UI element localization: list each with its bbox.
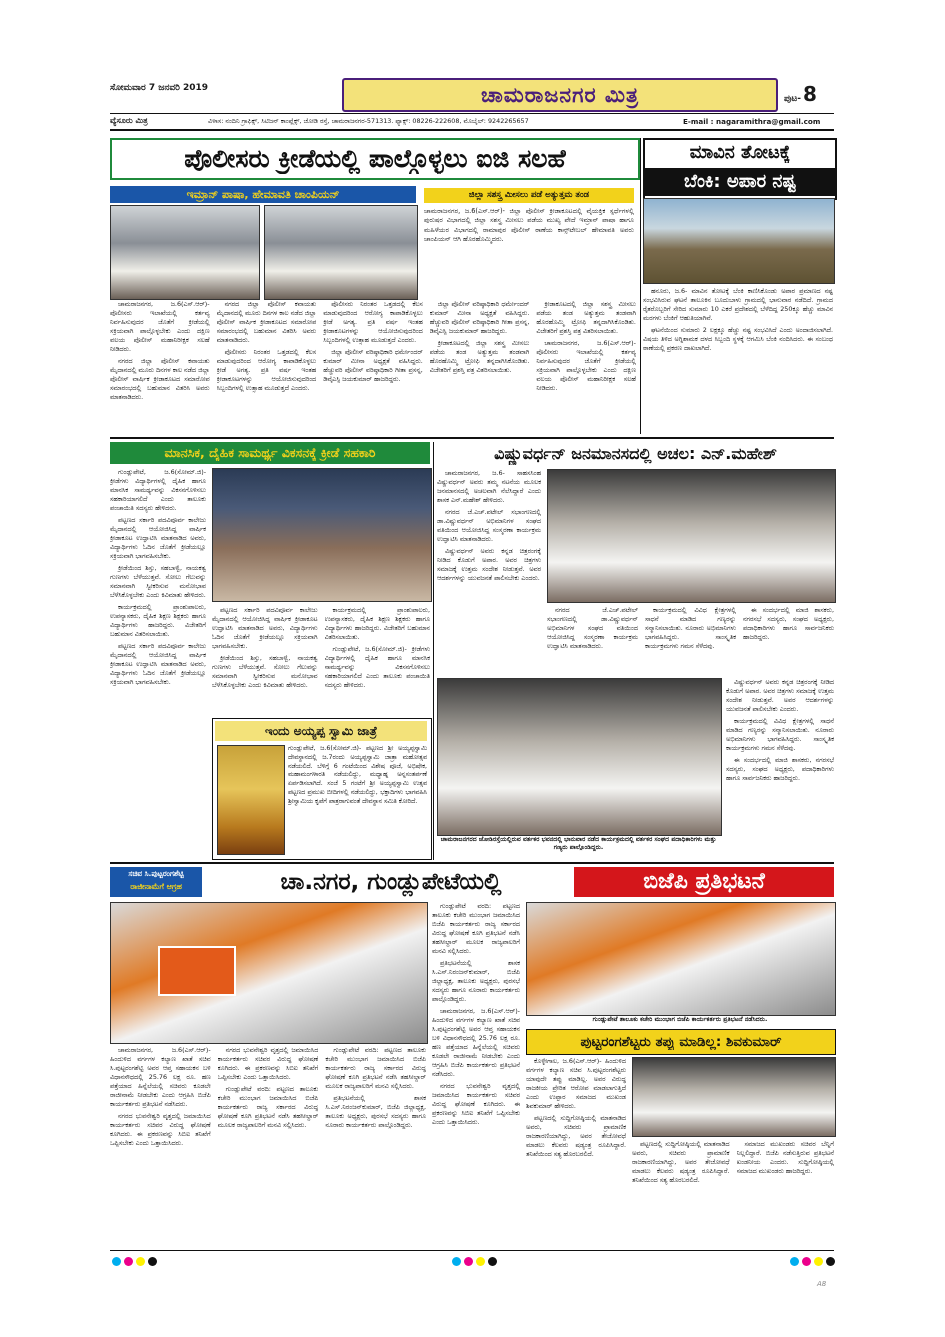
photo-vishnuvardhan-event <box>547 469 836 603</box>
story3-headline-box <box>110 442 430 464</box>
photo-trophy-1 <box>110 205 260 300</box>
story3-col: ಪಟ್ಟಣದ ಸರ್ಕಾರಿ ಪದವಿಪೂರ್ವ ಕಾಲೇಜು ಮೈದಾನದಲ್ಲಿ ಆಯೋಜಿಸಿದ್ದ ವಾರ್ಷಿಕ ಕ್ರೀಡಾಕೂಟ ಉದ್ಘಾಟಿಸಿ ಮಾತನಾಡಿದ ಅವರು, ವಿದ್ಯಾರ್ಥಿಗಳು ಓದಿನ ಜೊತೆಗೆ ಕ್ರೀಡೆಯಲ್ಲೂ ಸಕ್ರಿಯವಾಗಿ ಭಾಗವಹಿಸಬೇಕು. ಕ್ರೀಡೆಯಿಂದ ಶಿಸ್ತು, ಸಹಬಾಳ್ವೆ, ನಾಯಕತ್ವ ಗುಣಗಳು ಬೆಳೆಯುತ್ತವೆ. ಸೋಲು ಗೆಲುವನ್ನು ಸಮಾನವಾಗಿ ಸ್ವೀಕರಿಸುವ ಮನೋಭಾವ ಬೆಳೆಸಿಕೊಳ್ಳಬೇಕು ಎಂದು ಕಿವಿಮಾತು ಹೇಳಿದರು. <box>212 606 318 689</box>
page-number-box <box>784 82 817 106</box>
page-label: ಪುಟ- <box>784 94 801 104</box>
registration-mark <box>464 1257 473 1266</box>
masthead-imprint: ವಿಳಾಸ: ನಂದಿನಿ ಗ್ರಾಫಿಕ್ಸ್, ಸಿಟಿಜನ್ ಕಾಂಪ್ಲೆಕ್ಸ್, ಜೋಡಿ ರಸ್ತೆ, ಚಾಮರಾಜನಗರ-571313. ಫ್ಯಾಕ್ಸ್: 08226-222608, ಮೊಬೈಲ್: 9242265657 <box>208 117 529 125</box>
photo-burnt-mango-farm <box>643 198 835 284</box>
story5-headline: ಇಂದು ಅಯ್ಯಪ್ಪ ಸ್ವಾಮಿ ಜಾತ್ರೆ <box>215 721 427 741</box>
story4-col: ಚಾಮರಾಜನಗರ, ಜ.6- ಸಾಹಸಸಿಂಹ ವಿಷ್ಣುವರ್ಧನ್ ಅವರು ತಮ್ಮ ನಟನೆಯ ಮೂಲಕ ಜನಮಾನಸದಲ್ಲಿ ಅಚಲವಾಗಿ ನೆಲೆಸಿದ್ದಾರೆ ಎಂದು ಶಾಸಕ ಎನ್.ಮಹೇಶ್ ಹೇಳಿದರು. ನಗರದ ಜೆ.ಎಚ್.ಪಟೇಲ್ ಸಭಾಂಗಣದಲ್ಲಿ ಡಾ.ವಿಷ್ಣುವರ್ಧನ್ ಅಭಿಮಾನಿಗಳ ಸಂಘದ ವತಿಯಿಂದ ಆಯೋಜಿಸಿದ್ದ ಸಂಸ್ಮರಣಾ ಕಾರ್ಯಕ್ರಮ ಉದ್ಘಾಟಿಸಿ ಮಾತನಾಡಿದರು. ವಿಷ್ಣುವರ್ಧನ್ ಅವರು ಕನ್ನಡ ಚಿತ್ರರಂಗಕ್ಕೆ ನೀಡಿದ ಕೊಡುಗೆ ಅಪಾರ. ಅವರ ಚಿತ್ರಗಳು ಸಮಾಜಕ್ಕೆ ಉತ್ತಮ ಸಂದೇಶ ನೀಡುತ್ತವೆ. ಅವರ ಆದರ್ಶಗಳನ್ನು ಯುವಜನತೆ ಪಾಲಿಸಬೇಕು ಎಂದರು. <box>437 469 541 582</box>
registration-mark <box>452 1257 461 1266</box>
story3-body-left <box>110 468 206 858</box>
story2-body <box>643 287 833 433</box>
story7-col: ಪಟ್ಟಣದಲ್ಲಿ ಸುದ್ದಿಗೋಷ್ಠಿಯಲ್ಲಿ ಮಾತನಾಡಿದ ಅವರು, ಸಚಿವರು ಪ್ರಾಮಾಣಿಕ ರಾಜಕಾರಣಿಯಾಗಿದ್ದು, ಅವರ ತೇಜೋವಧೆ ಮಾಡಲು ಕೆಲವರು ಷಡ್ಯಂತ್ರ ರೂಪಿಸಿದ್ದಾರೆ. ತನಿಖೆಯಿಂದ ಸತ್ಯ ಹೊರಬರಲಿದೆ. <box>632 1140 730 1184</box>
story5-box <box>212 718 432 860</box>
story6-headline-part1: ಚಾ.ನಗರ, ಗುಂಡ್ಲುಪೇಟೆಯಲ್ಲಿ <box>280 869 502 895</box>
story1-col: ಕ್ರೀಡಾಕೂಟದಲ್ಲಿ ಜಿಲ್ಲಾ ಸಶಸ್ತ್ರ ಮೀಸಲು ಪಡೆಯ ತಂಡ ಅತ್ಯುತ್ತಮ ತಂಡವಾಗಿ ಹೊರಹೊಮ್ಮಿ ಟ್ರೋಫಿ ತನ್ನದಾಗಿಸಿಕೊಂಡಿತು. ವಿಜೇತರಿಗೆ ಪ್ರಶಸ್ತಿ ಪತ್ರ ವಿತರಿಸಲಾಯಿತು. ಚಾಮರಾಜನಗರ, ಜ.6(ಎಸ್.ಆರ್)- ಪೊಲೀಸರು ಇಲಾಖೆಯಲ್ಲಿ ಕರ್ತವ್ಯ ನಿರ್ವಹಿಸುವುದರ ಜೊತೆಗೆ ಕ್ರೀಡೆಯಲ್ಲಿ ಸಕ್ರಿಯವಾಗಿ ಪಾಲ್ಗೊಳ್ಳಬೇಕು ಎಂದು ದಕ್ಷಿಣ ವಲಯ ಪೊಲೀಸ್ ಮಹಾನಿರೀಕ್ಷಕ ಸಲಹೆ ನೀಡಿದರು. <box>536 300 636 392</box>
story6-col: ನಗರದ ಭುವನೇಶ್ವರಿ ವೃತ್ತದಲ್ಲಿ ಜಮಾಯಿಸಿದ ಕಾರ್ಯಕರ್ತರು ಸಚಿವರ ವಿರುದ್ಧ ಘೋಷಣೆ ಕೂಗಿದರು. ಈ ಪ್ರಕರಣವನ್ನು ಸಿಬಿಐ ತನಿಖೆಗೆ ಒಪ್ಪಿಸಬೇಕು ಎಂದು ಒತ್ತಾಯಿಸಿದರು. ಗುಂಡ್ಲುಪೇಟೆ ವರದಿ: ಪಟ್ಟಣದ ತಾಲೂಕು ಕಚೇರಿ ಮುಂಭಾಗ ಜಮಾಯಿಸಿದ ಬಿಜೆಪಿ ಕಾರ್ಯಕರ್ತರು ರಾಜ್ಯ ಸರ್ಕಾರದ ವಿರುದ್ಧ ಘೋಷಣೆ ಕೂಗಿ ಪ್ರತಿಭಟನೆ ನಡೆಸಿ ತಹಸೀಲ್ದಾರ್ ಮೂಲಕ ರಾಜ್ಯಪಾಲರಿಗೆ ಮನವಿ ಸಲ್ಲಿಸಿದರು. <box>217 1046 319 1129</box>
story1-headline: ಪೊಲೀಸರು ಕ್ರೀಡೆಯಲ್ಲಿ ಪಾಲ್ಗೊಳ್ಳಲು ಐಜಿ ಸಲಹೆ <box>184 144 566 173</box>
story1-col: ಪೊಲೀಸರು ನಿರಂತರ ಒತ್ತಡದಲ್ಲಿ ಕೆಲಸ ಮಾಡುವುದರಿಂದ ಆರೋಗ್ಯ ಕಾಪಾಡಿಕೊಳ್ಳಲು ಕ್ರೀಡೆ ಅಗತ್ಯ. ಪ್ರತಿ ವರ್ಷ ಇಂತಹ ಕ್ರೀಡಾಕೂಟಗಳನ್ನು ಆಯೋಜಿಸುವುದರಿಂದ ಸಿಬ್ಬಂದಿಗಳಲ್ಲಿ ಉತ್ಸಾಹ ಮೂಡುತ್ತದೆ ಎಂದರು. ಜಿಲ್ಲಾ ಪೊಲೀಸ್ ವರಿಷ್ಠಾಧಿಕಾರಿ ಧರ್ಮೇಂದರ್ ಕುಮಾರ್ ಮೀನಾ ಅಧ್ಯಕ್ಷತೆ ವಹಿಸಿದ್ದರು. ಹೆಚ್ಚುವರಿ ಪೊಲೀಸ್ ವರಿಷ್ಠಾಧಿಕಾರಿ ಗೀತಾ ಪ್ರಸನ್ನ, ಡಿವೈಎಸ್ಪಿ ಜಯಕುಮಾರ್ ಹಾಜರಿದ್ದರು. <box>323 300 423 383</box>
registration-mark <box>112 1257 121 1266</box>
story4-col: ನಗರದ ಜೆ.ಎಚ್.ಪಟೇಲ್ ಸಭಾಂಗಣದಲ್ಲಿ ಡಾ.ವಿಷ್ಣುವರ್ಧನ್ ಅಭಿಮಾನಿಗಳ ಸಂಘದ ವತಿಯಿಂದ ಆಯೋಜಿಸಿದ್ದ ಸಂಸ್ಮರಣಾ ಕಾರ್ಯಕ್ರಮ ಉದ್ಘಾಟಿಸಿ ಮಾತನಾಡಿದರು. <box>547 606 638 650</box>
photo-gundlupet-protest <box>526 902 836 1016</box>
story1-lede: ಚಾಮರಾಜನಗರ, ಜ.6(ಎಸ್.ಆರ್)- ಜಿಲ್ಲಾ ಪೊಲೀಸ್ ಕ್ರೀಡಾಕೂಟದಲ್ಲಿ ವೈಯಕ್ತಿಕ ಸ್ಪರ್ಧೆಗಳಲ್ಲಿ ಪುರುಷರ ವಿಭಾಗದಲ್ಲಿ ಜಿಲ್ಲಾ ಸಶಸ್ತ್ರ ಮೀಸಲು ಪಡೆಯ ಮುಖ್ಯ ಪೇದೆ ಇಮ್ರಾನ್ ಪಾಷಾ ಹಾಗೂ ಮಹಿಳೆಯರ ವಿಭಾಗದಲ್ಲಿ ರಾಮಾಪುರ ಪೊಲೀಸ್ ಠಾಣೆಯ ಕಾನ್ಸ್‌ಟೇಬಲ್ ಹೇಮಾವತಿ ಅವರು ಚಾಂಪಿಯನ್ ಆಗಿ ಹೊರಹೊಮ್ಮಿದರು. <box>424 207 634 244</box>
registration-mark <box>790 1257 799 1266</box>
registration-mark <box>476 1257 485 1266</box>
story6-headline-part2: ಬಿಜೆಪಿ ಪ್ರತಿಭಟನೆ <box>574 867 834 897</box>
photo-school-sports-meet <box>212 468 432 602</box>
story1-col: ನಗರದ ಜಿಲ್ಲಾ ಪೊಲೀಸ್ ಕವಾಯತು ಮೈದಾನದಲ್ಲಿ ಮೂರು ದಿನಗಳ ಕಾಲ ನಡೆದ ಜಿಲ್ಲಾ ಪೊಲೀಸ್ ವಾರ್ಷಿಕ ಕ್ರೀಡಾಕೂಟದ ಸಮಾರೋಪ ಸಮಾರಂಭದಲ್ಲಿ ಬಹುಮಾನ ವಿತರಿಸಿ ಅವರು ಮಾತನಾಡಿದರು. ಪೊಲೀಸರು ನಿರಂತರ ಒತ್ತಡದಲ್ಲಿ ಕೆಲಸ ಮಾಡುವುದರಿಂದ ಆರೋಗ್ಯ ಕಾಪಾಡಿಕೊಳ್ಳಲು ಕ್ರೀಡೆ ಅಗತ್ಯ. ಪ್ರತಿ ವರ್ಷ ಇಂತಹ ಕ್ರೀಡಾಕೂಟಗಳನ್ನು ಆಯೋಜಿಸುವುದರಿಂದ ಸಿಬ್ಬಂದಿಗಳಲ್ಲಿ ಉತ್ಸಾಹ ಮೂಡುತ್ತದೆ ಎಂದರು. <box>216 300 317 392</box>
story3-col: ಕಾರ್ಯಕ್ರಮದಲ್ಲಿ ಪ್ರಾಂಶುಪಾಲರು, ಉಪನ್ಯಾಸಕರು, ದೈಹಿಕ ಶಿಕ್ಷಣ ಶಿಕ್ಷಕರು ಹಾಗೂ ವಿದ್ಯಾರ್ಥಿಗಳು ಹಾಜರಿದ್ದರು. ವಿಜೇತರಿಗೆ ಬಹುಮಾನ ವಿತರಿಸಲಾಯಿತು. ಗುಂಡ್ಲುಪೇಟೆ, ಜ.6(ಸೋಮ್.ಜಿ)- ಕ್ರೀಡೆಗಳು ವಿದ್ಯಾರ್ಥಿಗಳಲ್ಲಿ ದೈಹಿಕ ಹಾಗೂ ಮಾನಸಿಕ ಸಾಮರ್ಥ್ಯವನ್ನು ವಿಕಸನಗೊಳಿಸಲು ಸಹಕಾರಿಯಾಗಲಿದೆ ಎಂದು ತಾಲೂಕು ಪಂಚಾಯಿತಿ ಸದಸ್ಯರು ಹೇಳಿದರು. <box>324 606 430 689</box>
story6-col: ಗುಂಡ್ಲುಪೇಟೆ ವರದಿ: ಪಟ್ಟಣದ ತಾಲೂಕು ಕಚೇರಿ ಮುಂಭಾಗ ಜಮಾಯಿಸಿದ ಬಿಜೆಪಿ ಕಾರ್ಯಕರ್ತರು ರಾಜ್ಯ ಸರ್ಕಾರದ ವಿರುದ್ಧ ಘೋಷಣೆ ಕೂಗಿ ಪ್ರತಿಭಟನೆ ನಡೆಸಿ ತಹಸೀಲ್ದಾರ್ ಮೂಲಕ ರಾಜ್ಯಪಾಲರಿಗೆ ಮನವಿ ಸಲ್ಲಿಸಿದರು. ಪ್ರತಿಭಟನೆಯಲ್ಲಿ ಶಾಸಕ ಸಿ.ಎಸ್.ನಿರಂಜನ್‌ಕುಮಾರ್, ಬಿಜೆಪಿ ಜಿಲ್ಲಾಧ್ಯಕ್ಷ, ತಾಲೂಕು ಅಧ್ಯಕ್ಷರು, ಪುರಸಭೆ ಸದಸ್ಯರು ಹಾಗೂ ನೂರಾರು ಕಾರ್ಯಕರ್ತರು ಪಾಲ್ಗೊಂಡಿದ್ದರು. <box>325 1046 427 1129</box>
registration-mark <box>136 1257 145 1266</box>
story6-kicker-line1: ಸಚಿವ ಸಿ.ಪುಟ್ಟರಂಗಶೆಟ್ಟಿ <box>128 869 184 878</box>
story7-body-right <box>632 1140 834 1246</box>
registration-mark <box>814 1257 823 1266</box>
story7-headline-box <box>526 1029 836 1055</box>
masthead-title-text: ಚಾಮರಾಜನಗರ ಮಿತ್ರ <box>481 82 639 107</box>
registration-mark <box>148 1257 157 1266</box>
story4-col: ವಿಷ್ಣುವರ್ಧನ್ ಅವರು ಕನ್ನಡ ಚಿತ್ರರಂಗಕ್ಕೆ ನೀಡಿದ ಕೊಡುಗೆ ಅಪಾರ. ಅವರ ಚಿತ್ರಗಳು ಸಮಾಜಕ್ಕೆ ಉತ್ತಮ ಸಂದೇಶ ನೀಡುತ್ತವೆ. ಅವರ ಆದರ್ಶಗಳನ್ನು ಯುವಜನತೆ ಪಾಲಿಸಬೇಕು ಎಂದರು. ಕಾರ್ಯಕ್ರಮದಲ್ಲಿ ವಿವಿಧ ಕ್ಷೇತ್ರಗಳಲ್ಲಿ ಸಾಧನೆ ಮಾಡಿದ ಗಣ್ಯರನ್ನು ಸನ್ಮಾನಿಸಲಾಯಿತು. ನೂರಾರು ಅಭಿಮಾನಿಗಳು ಭಾಗವಹಿಸಿದ್ದರು. ಸಾಂಸ್ಕೃತಿಕ ಕಾರ್ಯಕ್ರಮಗಳು ಗಮನ ಸೆಳೆದವು. ಈ ಸಂದರ್ಭದಲ್ಲಿ ಮಾಜಿ ಶಾಸಕರು, ನಗರಸಭೆ ಸದಸ್ಯರು, ಸಂಘದ ಅಧ್ಯಕ್ಷರು, ಪದಾಧಿಕಾರಿಗಳು ಹಾಗೂ ಸಾರ್ವಜನಿಕರು ಹಾಜರಿದ್ದರು. <box>726 678 834 782</box>
masthead-section: ವ್ಯೆಸೂರು ಮಿತ್ರ <box>110 116 148 125</box>
story2-headline-line2: ಬೆಂಕಿ: ಅಪಾರ ನಷ್ಟ <box>645 168 835 196</box>
story4-col: ಈ ಸಂದರ್ಭದಲ್ಲಿ ಮಾಜಿ ಶಾಸಕರು, ನಗರಸಭೆ ಸದಸ್ಯರು, ಸಂಘದ ಅಧ್ಯಕ್ಷರು, ಪದಾಧಿಕಾರಿಗಳು ಹಾಗೂ ಸಾರ್ವಜನಿಕರು ಹಾಜರಿದ್ದರು. <box>743 606 834 641</box>
story7-headline: ಪುಟ್ಟರಂಗಶೆಟ್ಟರು ತಪ್ಪು ಮಾಡಿಲ್ಲ: ಶಿವಕುಮಾರ್ <box>580 1034 782 1050</box>
photo-trophy-2 <box>264 205 418 300</box>
footer-page-mark: A8 <box>817 1280 827 1288</box>
story7-body-left <box>526 1057 626 1246</box>
registration-mark <box>826 1257 835 1266</box>
masthead-title <box>342 78 778 112</box>
protest-banner <box>158 946 236 996</box>
registration-mark <box>124 1257 133 1266</box>
story1-subhead: ಜಿಲ್ಲಾ ಸಶಸ್ತ್ರ ಮೀಸಲು ಪಡೆ ಅತ್ಯುತ್ತಮ ತಂಡ <box>424 188 634 203</box>
masthead-date: ಸೋಮವಾರ 7 ಜನವರಿ 2019 <box>110 83 209 93</box>
story4-body-mid <box>547 606 834 674</box>
page-number: 8 <box>802 82 817 106</box>
photo-traders-association <box>437 678 722 836</box>
story4-caption: ಚಾಮರಾಜನಗರದ ಜೋಡಿರಸ್ತೆಯಲ್ಲಿರುವ ವರ್ತಕರ ಭವನದಲ್ಲಿ ಭಾನುವಾರ ನಡೆದ ಕಾರ್ಯಕ್ರಮದಲ್ಲಿ ವರ್ತಕರ ಸಂಘದ ಪದಾಧಿಕಾರಿಗಳು ಮತ್ತು ಗಣ್ಯರು ಪಾಲ್ಗೊಂಡಿದ್ದರು. <box>440 836 717 851</box>
story1-body <box>110 300 636 433</box>
registration-mark <box>802 1257 811 1266</box>
story6-body <box>110 1046 426 1246</box>
story6-col: ಗುಂಡ್ಲುಪೇಟೆ ವರದಿ: ಪಟ್ಟಣದ ತಾಲೂಕು ಕಚೇರಿ ಮುಂಭಾಗ ಜಮಾಯಿಸಿದ ಬಿಜೆಪಿ ಕಾರ್ಯಕರ್ತರು ರಾಜ್ಯ ಸರ್ಕಾರದ ವಿರುದ್ಧ ಘೋಷಣೆ ಕೂಗಿ ಪ್ರತಿಭಟನೆ ನಡೆಸಿ ತಹಸೀಲ್ದಾರ್ ಮೂಲಕ ರಾಜ್ಯಪಾಲರಿಗೆ ಮನವಿ ಸಲ್ಲಿಸಿದರು. ಪ್ರತಿಭಟನೆಯಲ್ಲಿ ಶಾಸಕ ಸಿ.ಎಸ್.ನಿರಂಜನ್‌ಕುಮಾರ್, ಬಿಜೆಪಿ ಜಿಲ್ಲಾಧ್ಯಕ್ಷ, ತಾಲೂಕು ಅಧ್ಯಕ್ಷರು, ಪುರಸಭೆ ಸದಸ್ಯರು ಹಾಗೂ ನೂರಾರು ಕಾರ್ಯಕರ್ತರು ಪಾಲ್ಗೊಂಡಿದ್ದರು. ಚಾಮರಾಜನಗರ, ಜ.6(ಎಸ್.ಆರ್)- ಹಿಂದುಳಿದ ವರ್ಗಗಳ ಕಲ್ಯಾಣ ಖಾತೆ ಸಚಿವ ಸಿ.ಪುಟ್ಟರಂಗಶೆಟ್ಟಿ ಅವರ ಆಪ್ತ ಸಹಾಯಕನ ಬಳಿ ವಿಧಾನಸೌಧದಲ್ಲಿ 25.76 ಲಕ್ಷ ರೂ. ಹಣ ಪತ್ತೆಯಾದ ಹಿನ್ನೆಲೆಯಲ್ಲಿ ಸಚಿವರು ಕೂಡಲೇ ರಾಜೀನಾಮೆ ನೀಡಬೇಕು ಎಂದು ಆಗ್ರಹಿಸಿ ಬಿಜೆಪಿ ಕಾರ್ಯಕರ್ತರು ಪ್ರತಿಭಟನೆ ನಡೆಸಿದರು. ನಗರದ ಭುವನೇಶ್ವರಿ ವೃತ್ತದಲ್ಲಿ ಜಮಾಯಿಸಿದ ಕಾರ್ಯಕರ್ತರು ಸಚಿವರ ವಿರುದ್ಧ ಘೋಷಣೆ ಕೂಗಿದರು. ಈ ಪ್ರಕರಣವನ್ನು ಸಿಬಿಐ ತನಿಖೆಗೆ ಒಪ್ಪಿಸಬೇಕು ಎಂದು ಒತ್ತಾಯಿಸಿದರು. <box>432 902 520 1126</box>
story6-col: ಚಾಮರಾಜನಗರ, ಜ.6(ಎಸ್.ಆರ್)- ಹಿಂದುಳಿದ ವರ್ಗಗಳ ಕಲ್ಯಾಣ ಖಾತೆ ಸಚಿವ ಸಿ.ಪುಟ್ಟರಂಗಶೆಟ್ಟಿ ಅವರ ಆಪ್ತ ಸಹಾಯಕನ ಬಳಿ ವಿಧಾನಸೌಧದಲ್ಲಿ 25.76 ಲಕ್ಷ ರೂ. ಹಣ ಪತ್ತೆಯಾದ ಹಿನ್ನೆಲೆಯಲ್ಲಿ ಸಚಿವರು ಕೂಡಲೇ ರಾಜೀನಾಮೆ ನೀಡಬೇಕು ಎಂದು ಆಗ್ರಹಿಸಿ ಬಿಜೆಪಿ ಕಾರ್ಯಕರ್ತರು ಪ್ರತಿಭಟನೆ ನಡೆಸಿದರು. ನಗರದ ಭುವನೇಶ್ವರಿ ವೃತ್ತದಲ್ಲಿ ಜಮಾಯಿಸಿದ ಕಾರ್ಯಕರ್ತರು ಸಚಿವರ ವಿರುದ್ಧ ಘೋಷಣೆ ಕೂಗಿದರು. ಈ ಪ್ರಕರಣವನ್ನು ಸಿಬಿಐ ತನಿಖೆಗೆ ಒಪ್ಪಿಸಬೇಕು ಎಂದು ಒತ್ತಾಯಿಸಿದರು. <box>110 1046 211 1147</box>
story4-body-right <box>726 678 834 860</box>
story4-body-left <box>437 469 541 675</box>
story1-col: ಚಾಮರಾಜನಗರ, ಜ.6(ಎಸ್.ಆರ್)- ಪೊಲೀಸರು ಇಲಾಖೆಯಲ್ಲಿ ಕರ್ತವ್ಯ ನಿರ್ವಹಿಸುವುದರ ಜೊತೆಗೆ ಕ್ರೀಡೆಯಲ್ಲಿ ಸಕ್ರಿಯವಾಗಿ ಪಾಲ್ಗೊಳ್ಳಬೇಕು ಎಂದು ದಕ್ಷಿಣ ವಲಯ ಪೊಲೀಸ್ ಮಹಾನಿರೀಕ್ಷಕ ಸಲಹೆ ನೀಡಿದರು. ನಗರದ ಜಿಲ್ಲಾ ಪೊಲೀಸ್ ಕವಾಯತು ಮೈದಾನದಲ್ಲಿ ಮೂರು ದಿನಗಳ ಕಾಲ ನಡೆದ ಜಿಲ್ಲಾ ಪೊಲೀಸ್ ವಾರ್ಷಿಕ ಕ್ರೀಡಾಕೂಟದ ಸಮಾರೋಪ ಸಮಾರಂಭದಲ್ಲಿ ಬಹುಮಾನ ವಿತರಿಸಿ ಅವರು ಮಾತನಾಡಿದರು. <box>110 300 210 401</box>
photo-ayyappa-idol <box>217 745 285 855</box>
story3-body-right <box>212 606 430 714</box>
champion-banner: ಇಮ್ರಾನ್ ಪಾಷಾ, ಹೇಮಾವತಿ ಚಾಂಪಿಯನ್ <box>110 186 416 203</box>
photo-press-meet <box>632 1057 836 1137</box>
story1-col: ಜಿಲ್ಲಾ ಪೊಲೀಸ್ ವರಿಷ್ಠಾಧಿಕಾರಿ ಧರ್ಮೇಂದರ್ ಕುಮಾರ್ ಮೀನಾ ಅಧ್ಯಕ್ಷತೆ ವಹಿಸಿದ್ದರು. ಹೆಚ್ಚುವರಿ ಪೊಲೀಸ್ ವರಿಷ್ಠಾಧಿಕಾರಿ ಗೀತಾ ಪ್ರಸನ್ನ, ಡಿವೈಎಸ್ಪಿ ಜಯಕುಮಾರ್ ಹಾಜರಿದ್ದರು. ಕ್ರೀಡಾಕೂಟದಲ್ಲಿ ಜಿಲ್ಲಾ ಸಶಸ್ತ್ರ ಮೀಸಲು ಪಡೆಯ ತಂಡ ಅತ್ಯುತ್ತಮ ತಂಡವಾಗಿ ಹೊರಹೊಮ್ಮಿ ಟ್ರೋಫಿ ತನ್ನದಾಗಿಸಿಕೊಂಡಿತು. ವಿಜೇತರಿಗೆ ಪ್ರಶಸ್ತಿ ಪತ್ರ ವಿತರಿಸಲಾಯಿತು. <box>429 300 530 374</box>
masthead-email[interactable]: E-mail : nagaramithra@gmail.com <box>683 117 821 126</box>
story3-headline: ಮಾನಸಿಕ, ದೈಹಿಕ ಸಾಮರ್ಥ್ಯ ವಿಕಸನಕ್ಕೆ ಕ್ರೀಡೆ ಸಹಕಾರಿ <box>164 445 376 460</box>
story6-kicker-line2: ರಾಜೀನಾಮೆಗೆ ಆಗ್ರಹ <box>130 882 182 891</box>
story3-col: ಗುಂಡ್ಲುಪೇಟೆ, ಜ.6(ಸೋಮ್.ಜಿ)- ಕ್ರೀಡೆಗಳು ವಿದ್ಯಾರ್ಥಿಗಳಲ್ಲಿ ದೈಹಿಕ ಹಾಗೂ ಮಾನಸಿಕ ಸಾಮರ್ಥ್ಯವನ್ನು ವಿಕಸನಗೊಳಿಸಲು ಸಹಕಾರಿಯಾಗಲಿದೆ ಎಂದು ತಾಲೂಕು ಪಂಚಾಯಿತಿ ಸದಸ್ಯರು ಹೇಳಿದರು. ಪಟ್ಟಣದ ಸರ್ಕಾರಿ ಪದವಿಪೂರ್ವ ಕಾಲೇಜು ಮೈದಾನದಲ್ಲಿ ಆಯೋಜಿಸಿದ್ದ ವಾರ್ಷಿಕ ಕ್ರೀಡಾಕೂಟ ಉದ್ಘಾಟಿಸಿ ಮಾತನಾಡಿದ ಅವರು, ವಿದ್ಯಾರ್ಥಿಗಳು ಓದಿನ ಜೊತೆಗೆ ಕ್ರೀಡೆಯಲ್ಲೂ ಸಕ್ರಿಯವಾಗಿ ಭಾಗವಹಿಸಬೇಕು. ಕ್ರೀಡೆಯಿಂದ ಶಿಸ್ತು, ಸಹಬಾಳ್ವೆ, ನಾಯಕತ್ವ ಗುಣಗಳು ಬೆಳೆಯುತ್ತವೆ. ಸೋಲು ಗೆಲುವನ್ನು ಸಮಾನವಾಗಿ ಸ್ವೀಕರಿಸುವ ಮನೋಭಾವ ಬೆಳೆಸಿಕೊಳ್ಳಬೇಕು ಎಂದು ಕಿವಿಮಾತು ಹೇಳಿದರು. ಕಾರ್ಯಕ್ರಮದಲ್ಲಿ ಪ್ರಾಂಶುಪಾಲರು, ಉಪನ್ಯಾಸಕರು, ದೈಹಿಕ ಶಿಕ್ಷಣ ಶಿಕ್ಷಕರು ಹಾಗೂ ವಿದ್ಯಾರ್ಥಿಗಳು ಹಾಜರಿದ್ದರು. ವಿಜೇತರಿಗೆ ಬಹುಮಾನ ವಿತರಿಸಲಾಯಿತು. ಪಟ್ಟಣದ ಸರ್ಕಾರಿ ಪದವಿಪೂರ್ವ ಕಾಲೇಜು ಮೈದಾನದಲ್ಲಿ ಆಯೋಜಿಸಿದ್ದ ವಾರ್ಷಿಕ ಕ್ರೀಡಾಕೂಟ ಉದ್ಘಾಟಿಸಿ ಮಾತನಾಡಿದ ಅವರು, ವಿದ್ಯಾರ್ಥಿಗಳು ಓದಿನ ಜೊತೆಗೆ ಕ್ರೀಡೆಯಲ್ಲೂ ಸಕ್ರಿಯವಾಗಿ ಭಾಗವಹಿಸಬೇಕು. <box>110 468 206 686</box>
story2-col: ಹನೂರು, ಜ.6- ಮಾವಿನ ತೋಟಕ್ಕೆ ಬೆಂಕಿ ಕಾಣಿಸಿಕೊಂಡು ಅಪಾರ ಪ್ರಮಾಣದ ನಷ್ಟ ಸಂಭವಿಸಿರುವ ಘಟನೆ ತಾಲೂಕಿನ ಬೂದುಬಾಳು ಗ್ರಾಮದಲ್ಲಿ ಭಾನುವಾರ ನಡೆದಿದೆ. ಗ್ರಾಮದ ರೈತರೊಬ್ಬರಿಗೆ ಸೇರಿದ ಸುಮಾರು 10 ಎಕರೆ ಪ್ರದೇಶದಲ್ಲಿ ಬೆಳೆದಿದ್ದ 250ಕ್ಕೂ ಹೆಚ್ಚು ಮಾವಿನ ಮರಗಳು ಬೆಂಕಿಗೆ ಆಹುತಿಯಾಗಿವೆ. ಘಟನೆಯಿಂದ ಸುಮಾರು 2 ಲಕ್ಷಕ್ಕೂ ಹೆಚ್ಚು ನಷ್ಟ ಸಂಭವಿಸಿದೆ ಎಂದು ಅಂದಾಜಿಸಲಾಗಿದೆ. ವಿಷಯ ತಿಳಿದ ಅಗ್ನಿಶಾಮಕ ದಳದ ಸಿಬ್ಬಂದಿ ಸ್ಥಳಕ್ಕೆ ಆಗಮಿಸಿ ಬೆಂಕಿ ನಂದಿಸಿದರು. ಈ ಸಂಬಂಧ ಠಾಣೆಯಲ್ಲಿ ಪ್ರಕರಣ ದಾಖಲಾಗಿದೆ. <box>643 287 833 352</box>
story2-headline-box <box>643 138 837 200</box>
story1-headline-box <box>110 138 640 180</box>
story5-body: ಗುಂಡ್ಲುಪೇಟೆ, ಜ.6(ಸೋಮ್.ಜಿ)- ಪಟ್ಟಣದ ಶ್ರೀ ಅಯ್ಯಪ್ಪಸ್ವಾಮಿ ದೇವಸ್ಥಾನದಲ್ಲಿ ಜ.7ರಂದು ಅಯ್ಯಪ್ಪಸ್ವಾಮಿ ಜಾತ್ರಾ ಮಹೋತ್ಸವ ನಡೆಯಲಿದೆ. ಬೆಳಿಗ್ಗೆ 6 ಗಂಟೆಯಿಂದ ವಿಶೇಷ ಪೂಜೆ, ಅಭಿಷೇಕ, ಮಹಾಮಂಗಳಾರತಿ ನಡೆಯಲಿದ್ದು, ಮಧ್ಯಾಹ್ನ ಅನ್ನಸಂತರ್ಪಣೆ ಏರ್ಪಡಿಸಲಾಗಿದೆ. ಸಂಜೆ 5 ಗಂಟೆಗೆ ಶ್ರೀ ಅಯ್ಯಪ್ಪಸ್ವಾಮಿ ಉತ್ಸವ ಪಟ್ಟಣದ ಪ್ರಮುಖ ಬೀದಿಗಳಲ್ಲಿ ನಡೆಯಲಿದ್ದು, ಭಕ್ತಾದಿಗಳು ಭಾಗವಹಿಸಿ ಶ್ರೀಸ್ವಾಮಿಯ ಕೃಪೆಗೆ ಪಾತ್ರರಾಗುವಂತೆ ದೇವಸ್ಥಾನ ಸಮಿತಿ ಕೋರಿದೆ. <box>288 745 427 805</box>
story2-headline-line1: ಮಾವಿನ ತೋಟಕ್ಕೆ <box>689 142 791 163</box>
story4-headline: ವಿಷ್ಣುವರ್ಧನ್ ಜನಮಾನಸದಲ್ಲಿ ಅಚಲ: ಎನ್.ಮಹೇಶ್ <box>494 444 777 463</box>
story6-body-mid <box>432 902 520 1246</box>
story7-col: ಸಮಾಜದ ಮುಖಂಡರು ಸಚಿವರ ಬೆನ್ನಿಗೆ ನಿಲ್ಲಲಿದ್ದಾರೆ. ಬಿಜೆಪಿ ನಡೆಸುತ್ತಿರುವ ಪ್ರತಿಭಟನೆ ಖಂಡನೀಯ ಎಂದರು. ಸುದ್ದಿಗೋಷ್ಠಿಯಲ್ಲಿ ಸಮಾಜದ ಮುಖಂಡರು ಹಾಜರಿದ್ದರು. <box>736 1140 834 1175</box>
story6-kicker <box>110 867 202 897</box>
registration-mark <box>488 1257 497 1266</box>
story6-caption: ಗುಂಡ್ಲುಪೇಟೆ ತಾಲೂಕು ಕಚೇರಿ ಮುಂಭಾಗ ಬಿಜೆಪಿ ಕಾರ್ಯಕರ್ತರು ಪ್ರತಿಭಟನೆ ನಡೆಸಿದರು. <box>592 1016 768 1023</box>
story7-col: ಕೊಳ್ಳೇಗಾಲ, ಜ.6(ಎಸ್.ಆರ್)- ಹಿಂದುಳಿದ ವರ್ಗಗಳ ಕಲ್ಯಾಣ ಸಚಿವ ಸಿ.ಪುಟ್ಟರಂಗಶೆಟ್ಟರು ಯಾವುದೇ ತಪ್ಪು ಮಾಡಿಲ್ಲ. ಅವರ ವಿರುದ್ಧ ರಾಜಕೀಯ ಪ್ರೇರಿತ ಆರೋಪ ಮಾಡಲಾಗುತ್ತಿದೆ ಎಂದು ಉಪ್ಪಾರ ಸಮಾಜದ ಮುಖಂಡ ಶಿವಕುಮಾರ್ ಹೇಳಿದರು. ಪಟ್ಟಣದಲ್ಲಿ ಸುದ್ದಿಗೋಷ್ಠಿಯಲ್ಲಿ ಮಾತನಾಡಿದ ಅವರು, ಸಚಿವರು ಪ್ರಾಮಾಣಿಕ ರಾಜಕಾರಣಿಯಾಗಿದ್ದು, ಅವರ ತೇಜೋವಧೆ ಮಾಡಲು ಕೆಲವರು ಷಡ್ಯಂತ್ರ ರೂಪಿಸಿದ್ದಾರೆ. ತನಿಖೆಯಿಂದ ಸತ್ಯ ಹೊರಬರಲಿದೆ. <box>526 1057 626 1158</box>
story4-col: ಕಾರ್ಯಕ್ರಮದಲ್ಲಿ ವಿವಿಧ ಕ್ಷೇತ್ರಗಳಲ್ಲಿ ಸಾಧನೆ ಮಾಡಿದ ಗಣ್ಯರನ್ನು ಸನ್ಮಾನಿಸಲಾಯಿತು. ನೂರಾರು ಅಭಿಮಾನಿಗಳು ಭಾಗವಹಿಸಿದ್ದರು. ಸಾಂಸ್ಕೃತಿಕ ಕಾರ್ಯಕ್ರಮಗಳು ಗಮನ ಸೆಳೆದವು. <box>645 606 736 650</box>
